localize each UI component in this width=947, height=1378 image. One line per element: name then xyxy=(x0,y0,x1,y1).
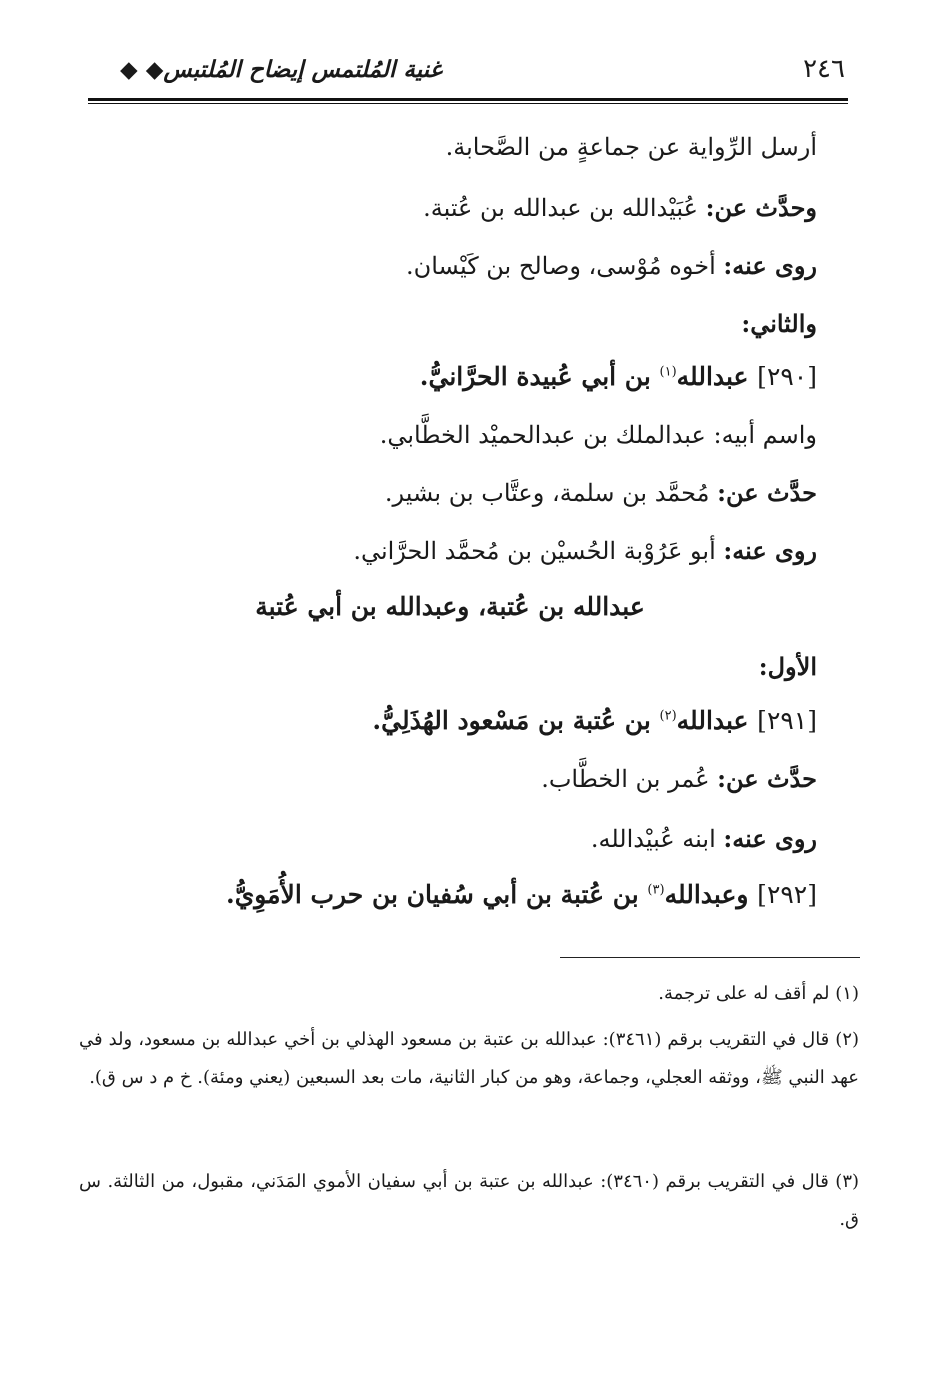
body-line xyxy=(591,824,817,853)
narrated-from-text: مُحمَّد بن سلمة، وعتَّاب بن بشير. xyxy=(384,479,718,507)
narrators-label: روى عنه: xyxy=(723,251,817,280)
subsection-label: والثاني: xyxy=(741,309,817,338)
narrators-text: ابنه عُبيْدالله. xyxy=(590,825,724,853)
body-line xyxy=(353,536,817,565)
footnote-3: (٣) قال في التقريب برقم (٣٤٦٠): عبدالله بن عتبة بن أبي سفيان الأموي المَدَني، مقبول، من الثالثة. س ق. xyxy=(79,1171,860,1230)
body-line xyxy=(423,193,817,222)
body-line: أرسل الرِّواية عن جماعةٍ من الصَّحابة. xyxy=(445,133,817,161)
footnote-ref: (٣) xyxy=(647,882,665,898)
entry-290 xyxy=(420,362,817,391)
narrators-text: أبو عَرُوْبة الحُسيْن بن مُحمَّد الحرَّاني. xyxy=(353,537,724,565)
narrators-label: روى عنه: xyxy=(723,824,817,853)
footnote-ref: (٢) xyxy=(659,708,677,724)
running-title: غنية المُلتمس إيضاح المُلتبس◆ ◆ xyxy=(120,56,442,83)
subsection-label: الأول: xyxy=(758,652,817,681)
entry-292 xyxy=(226,880,817,909)
narrated-from-label: حدَّث عن: xyxy=(717,478,817,507)
entry-name: عبدالله xyxy=(676,362,758,391)
narrated-from-text: عُبَيْدالله بن عبدالله بن عُتبة. xyxy=(423,194,706,222)
entry-number: [٢٩٢] xyxy=(757,880,817,909)
entry-291 xyxy=(372,706,817,735)
header-rule xyxy=(88,98,848,104)
body-line xyxy=(406,251,817,280)
entry-name: وعبدالله xyxy=(664,880,758,909)
narrated-from-label: وحدَّث عن: xyxy=(705,193,817,222)
footnote-rule xyxy=(560,957,860,958)
entry-rest: بن عُتبة بن مَسْعود الهُذَلِيُّ. xyxy=(372,706,660,735)
entry-rest: بن عُتبة بن أبي سُفيان بن حرب الأُمَوِيُّ. xyxy=(225,880,648,909)
narrators-text: أخوه مُوْسى، وصالح بن كَيْسان. xyxy=(405,252,724,280)
narrated-from-text: عُمر بن الخطَّاب. xyxy=(541,765,718,793)
section-heading: عبدالله بن عُتبة، وعبدالله بن أبي عُتبة xyxy=(255,592,645,621)
entry-name: عبدالله xyxy=(676,706,758,735)
body-line: واسم أبيه: عبدالملك بن عبدالحميْد الخطَّابي. xyxy=(379,421,817,449)
footnote-2: (٢) قال في التقريب برقم (٣٤٦١): عبدالله بن عتبة بن مسعود الهذلي بن أخي عبدالله بن مسعود، ولد في عهد النبي ﷺ، ووثقه العجلي، وجماعة، وهو من كبار الثانية، مات بعد السبعين (يعني ومئة). خ م د س ق). xyxy=(79,1029,860,1088)
entry-number: [٢٩١] xyxy=(757,706,817,735)
entry-rest: بن أبي عُبيدة الحرَّانيُّ. xyxy=(419,362,660,391)
body-line xyxy=(385,478,817,507)
footnote-1: (١) لم أقف له على ترجمة. xyxy=(658,983,859,1004)
entry-number: [٢٩٠] xyxy=(757,362,817,391)
narrators-label: روى عنه: xyxy=(723,536,817,565)
footnote-ref: (١) xyxy=(659,364,677,380)
body-line xyxy=(541,764,817,793)
page-header xyxy=(100,54,845,94)
page-number: ٢٤٦ xyxy=(803,54,845,84)
narrated-from-label: حدَّث عن: xyxy=(717,764,817,793)
